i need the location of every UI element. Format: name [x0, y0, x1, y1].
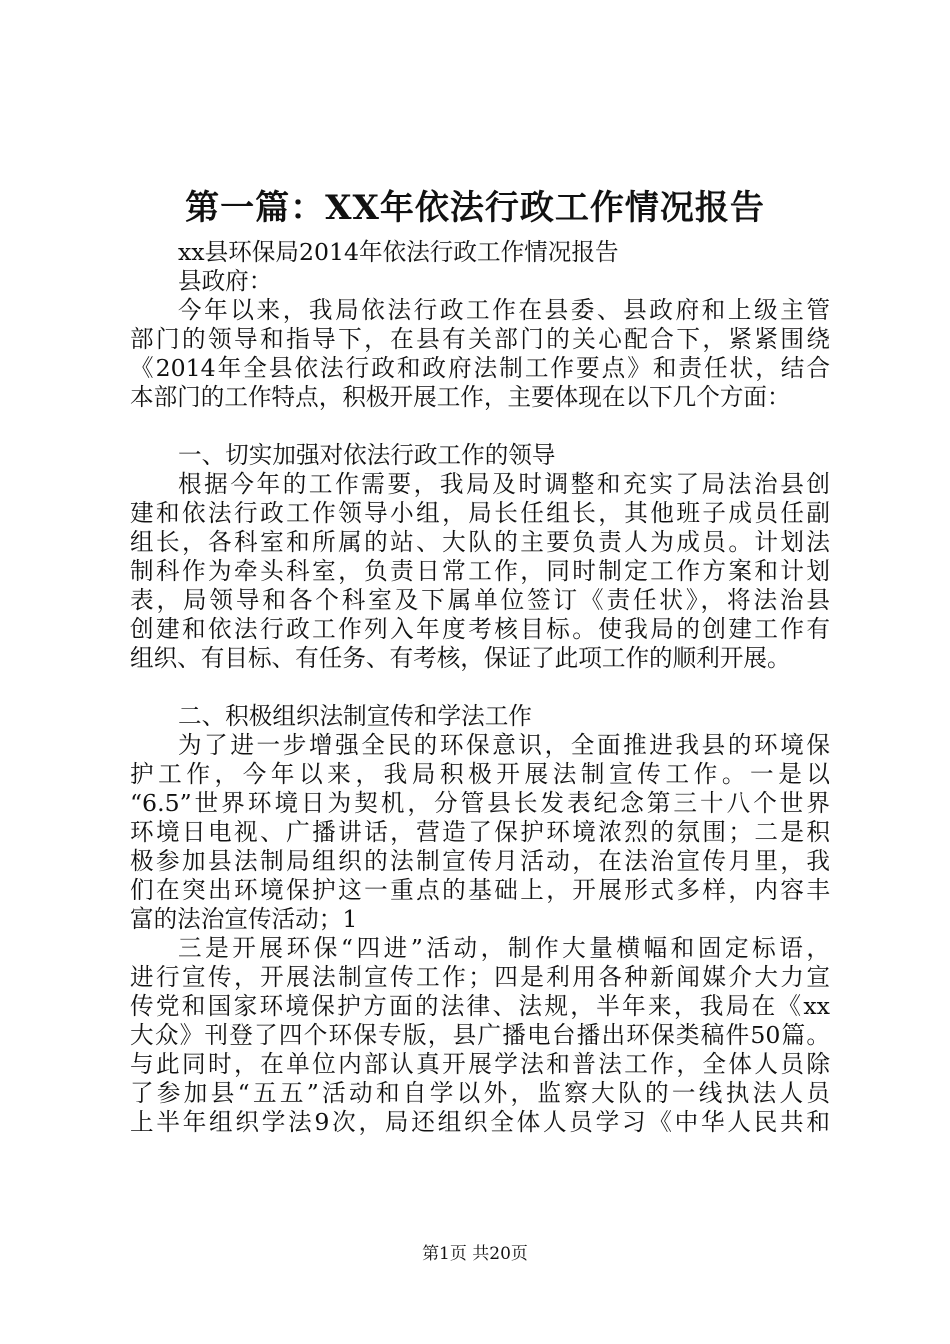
intro-paragraph: [130, 296, 830, 412]
paragraph-line: 护工作，今年以来，我局积极开展法制宣传工作。一是以: [130, 760, 830, 788]
section-heading-2: 二、积极组织法制宣传和学法工作: [178, 702, 532, 730]
paragraph-line: 富的法治宣传活动；1: [130, 905, 358, 933]
paragraph-line: 传党和国家环境保护方面的法律、法规，半年来，我局在《xx: [130, 992, 830, 1020]
report-subtitle: xx县环保局2014年依法行政工作情况报告: [178, 238, 619, 266]
paragraph-line: 制科作为牵头科室，负责日常工作，同时制定工作方案和计划: [130, 557, 830, 585]
paragraph-line: 为了进一步增强全民的环保意识，全面推进我县的环境保: [178, 731, 830, 759]
paragraph-line: 三是开展环保“四进”活动，制作大量横幅和固定标语，: [178, 934, 830, 962]
paragraph-line: 组长，各科室和所属的站、大队的主要负责人为成员。计划法: [130, 528, 830, 556]
paragraph-line: 本部门的工作特点，积极开展工作，主要体现在以下几个方面：: [130, 383, 791, 411]
paragraph-line: 上半年组织学法9次，局还组织全体人员学习《中华人民共和: [130, 1108, 830, 1136]
paragraph-line: 根据今年的工作需要，我局及时调整和充实了局法治县创: [178, 470, 830, 498]
paragraph-line: 《2014年全县依法行政和政府法制工作要点》和责任状，结合: [130, 354, 830, 382]
paragraph-gap: [130, 412, 830, 441]
paragraph-line: 进行宣传，开展法制宣传工作；四是利用各种新闻媒介大力宣: [130, 963, 830, 991]
paragraph-line: 今年以来，我局依法行政工作在县委、县政府和上级主管: [178, 296, 830, 324]
paragraph-line: 大众》刊登了四个环保专版，县广播电台播出环保类稿件50篇。: [130, 1021, 830, 1049]
paragraph-line: 组织、有目标、有任务、有考核，保证了此项工作的顺利开展。: [130, 644, 791, 672]
section1-paragraph: [130, 470, 830, 673]
paragraph-line: 们在突出环境保护这一重点的基础上，开展形式多样，内容丰: [130, 876, 830, 904]
section-heading-1: 一、切实加强对依法行政工作的领导: [178, 441, 556, 469]
document-title: 第一篇：XX年依法行政工作情况报告: [185, 188, 765, 228]
paragraph-line: 建和依法行政工作领导小组，局长任组长，其他班子成员任副: [130, 499, 830, 527]
paragraph-line: 创建和依法行政工作列入年度考核目标。使我局的创建工作有: [130, 615, 830, 643]
paragraph-line: 了参加县“五五”活动和自学以外，监察大队的一线执法人员: [130, 1079, 830, 1107]
section2-paragraph-a: [130, 731, 830, 934]
document-body: [130, 238, 830, 1137]
paragraph-line: “6.5”世界环境日为契机，分管县长发表纪念第三十八个世界: [130, 789, 830, 817]
paragraph-gap: [130, 673, 830, 702]
page-footer: 第1页 共20页: [422, 1244, 528, 1264]
paragraph-line: 部门的领导和指导下，在县有关部门的关心配合下，紧紧围绕: [130, 325, 830, 353]
section2-paragraph-b: [130, 934, 830, 1137]
addressee: 县政府：: [178, 267, 273, 295]
paragraph-line: 环境日电视、广播讲话，营造了保护环境浓烈的氛围；二是积: [130, 818, 830, 846]
paragraph-line: 极参加县法制局组织的法制宣传月活动，在法治宣传月里，我: [130, 847, 830, 875]
paragraph-line: 表，局领导和各个科室及下属单位签订《责任状》，将法治县: [130, 586, 830, 614]
paragraph-line: 与此同时，在单位内部认真开展学法和普法工作，全体人员除: [130, 1050, 830, 1078]
